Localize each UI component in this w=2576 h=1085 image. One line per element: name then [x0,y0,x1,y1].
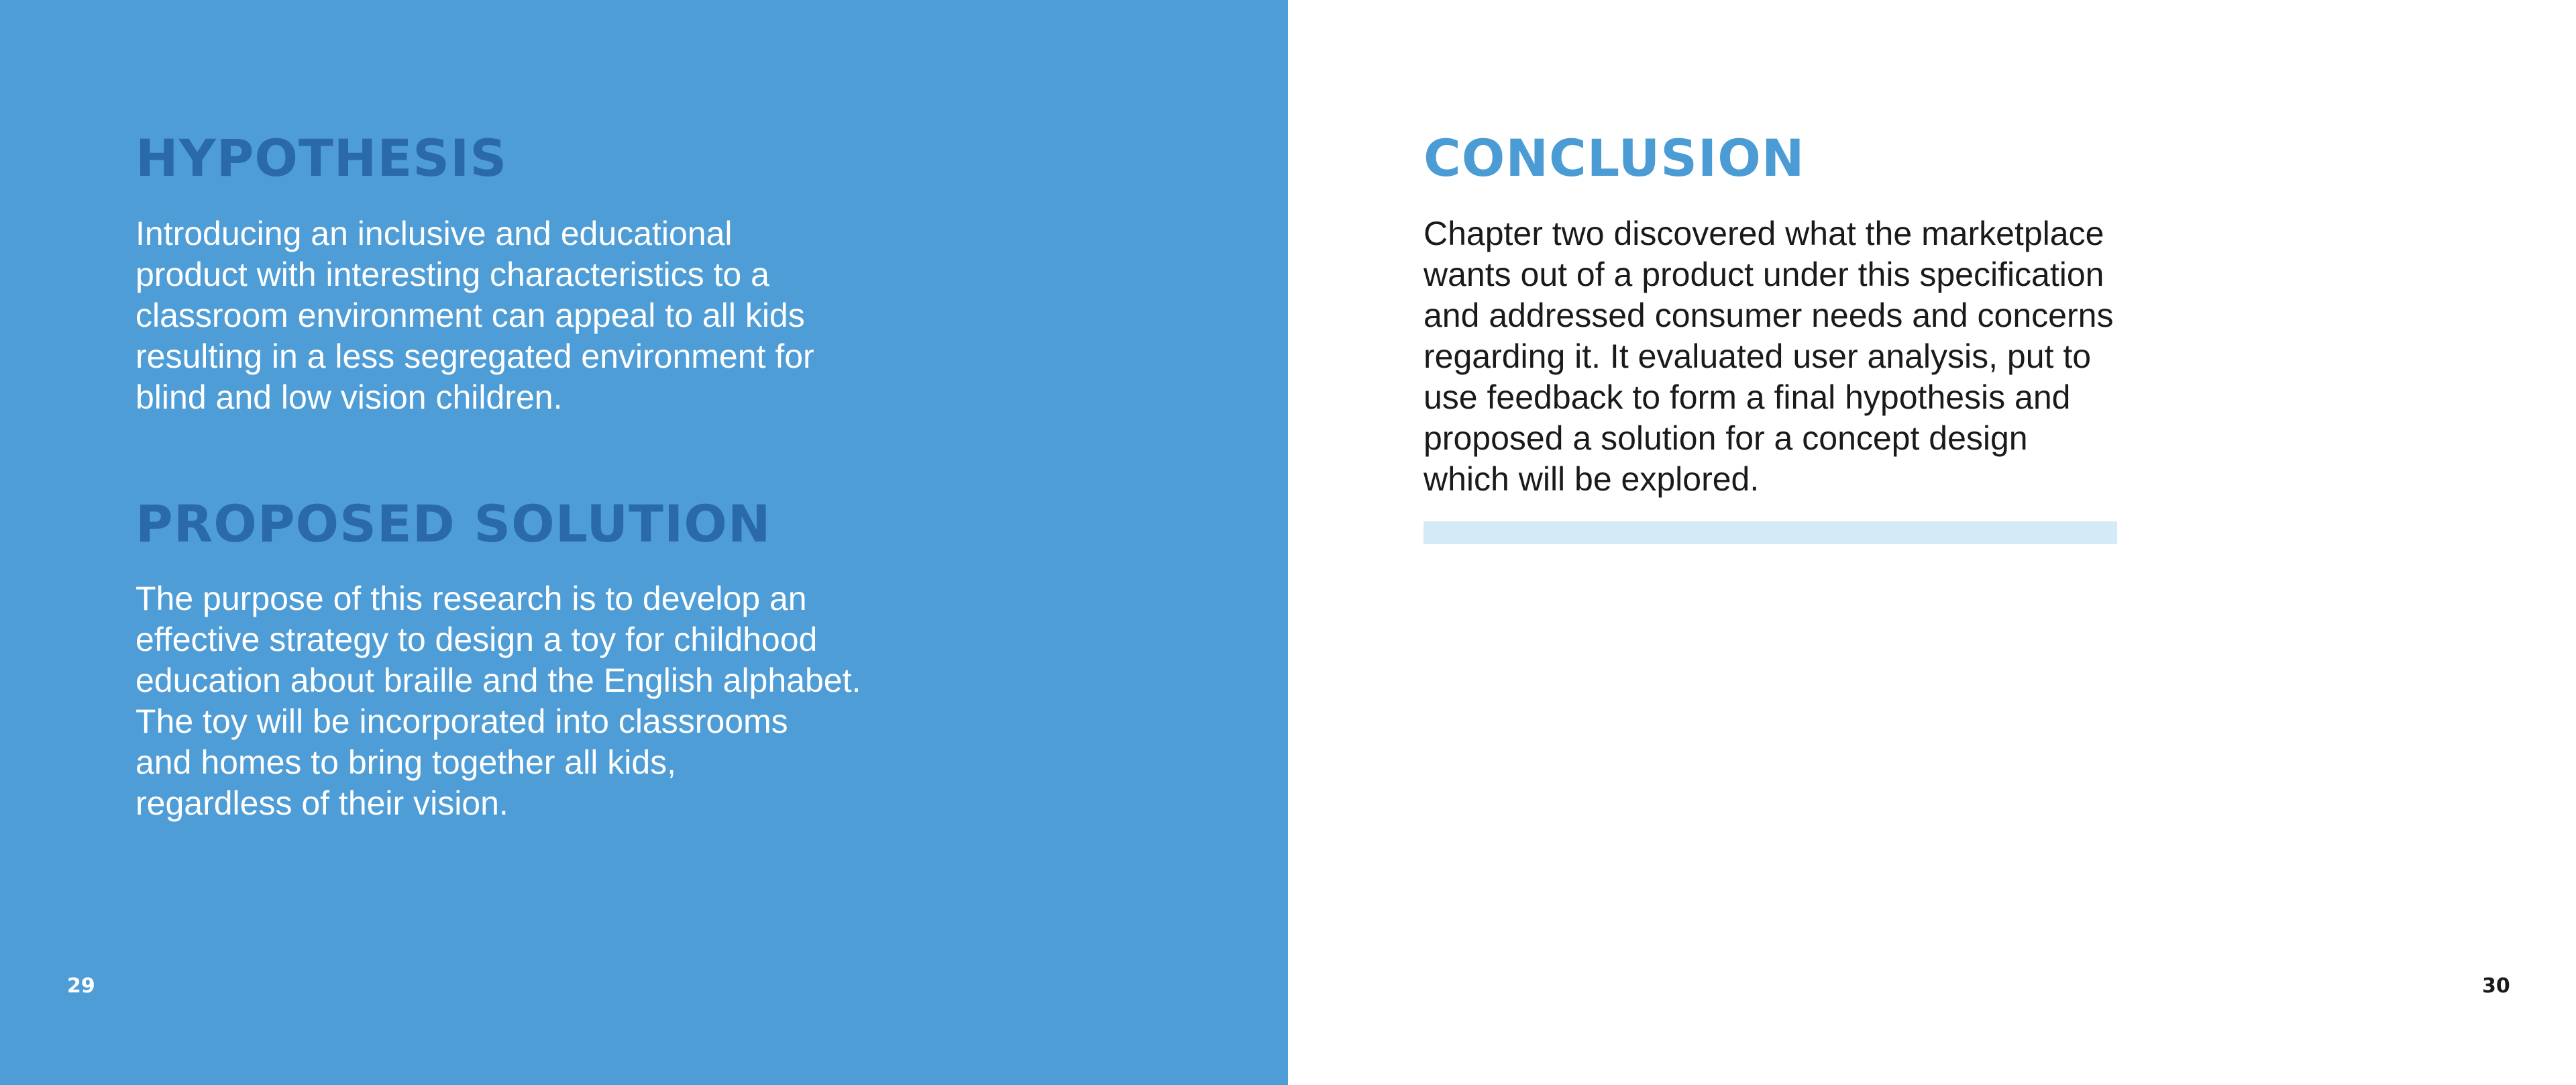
proposed-solution-line: effective strategy to design a toy for childhood [136,621,818,658]
hypothesis-body [136,213,814,418]
conclusion-line: use feedback to form a final hypothesis and [1424,378,2071,416]
page-number-right: 30 [2482,974,2510,998]
hypothesis-line: Introducing an inclusive and educational [136,215,733,252]
proposed-solution-body [136,578,861,824]
conclusion-line: regarding it. It evaluated user analysis, put to [1424,338,2092,375]
accent-bar [1424,521,2117,544]
conclusion-line: and addressed consumer needs and concerns [1424,297,2114,334]
conclusion-line: Chapter two discovered what the marketplace [1424,215,2104,252]
hypothesis-line: blind and low vision children. [136,378,563,416]
proposed-solution-line: regardless of their vision. [136,784,508,822]
conclusion-line: wants out of a product under this specification [1424,256,2104,293]
hypothesis-heading: HYPOTHESIS [136,128,508,188]
conclusion-line: proposed a solution for a concept design [1424,419,2028,457]
page-number-left: 29 [67,974,95,998]
conclusion-heading: CONCLUSION [1424,128,1805,188]
hypothesis-line: classroom environment can appeal to all kids [136,297,805,334]
hypothesis-line: product with interesting characteristics to a [136,256,769,293]
proposed-solution-line: The toy will be incorporated into classrooms [136,703,788,740]
proposed-solution-heading: PROPOSED SOLUTION [136,494,771,554]
right-page [1288,0,2576,1085]
proposed-solution-line: The purpose of this research is to develop an [136,580,807,617]
conclusion-line: which will be explored. [1424,460,1760,498]
proposed-solution-line: and homes to bring together all kids, [136,743,677,781]
conclusion-body [1424,213,2113,500]
hypothesis-line: resulting in a less segregated environment for [136,338,814,375]
proposed-solution-line: education about braille and the English alphabet. [136,662,861,699]
